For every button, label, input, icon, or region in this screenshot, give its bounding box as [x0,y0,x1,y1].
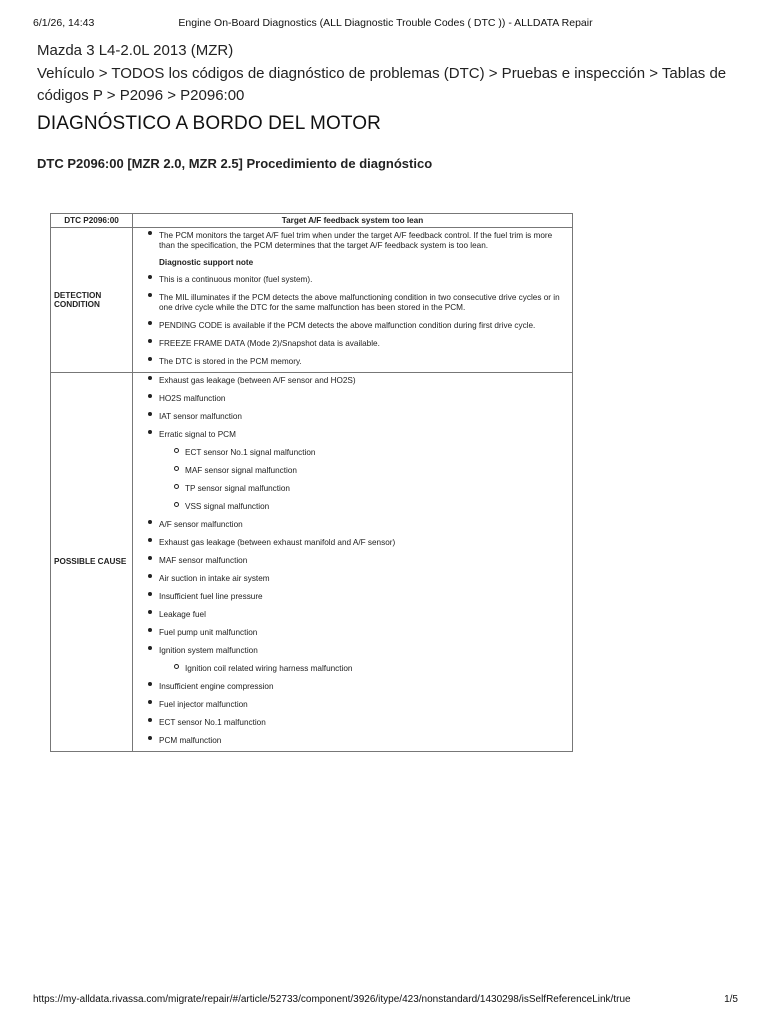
detection-label: DETECTION CONDITION [51,228,133,373]
cause-item-text: Leakage fuel [159,610,206,619]
cause-item-text: A/F sensor malfunction [159,520,243,529]
cause-item-text: Ignition coil related wiring harness malfunction [185,664,353,673]
hollow-bullet-icon [174,664,179,669]
detection-row [51,228,573,373]
cause-item-text: Erratic signal to PCM [159,430,236,439]
cause-item [133,661,572,679]
detection-item-text: PENDING CODE is available if the PCM detects the above malfunction condition during first drive cycle. [159,321,536,330]
header-code: DTC P2096:00 [51,214,133,228]
page-number: 1/5 [724,994,738,1005]
header-description: Target A/F feedback system too lean [133,214,573,228]
cause-item-text: TP sensor signal malfunction [185,484,290,493]
cause-item-text: Exhaust gas leakage (between A/F sensor and HO2S) [159,376,356,385]
cause-label: POSSIBLE CAUSE [51,373,133,752]
bullet-icon [148,538,152,542]
cause-item-text: PCM malfunction [159,736,222,745]
cause-item [133,589,572,607]
page-title: DIAGNÓSTICO A BORDO DEL MOTOR [37,113,381,134]
bullet-icon [148,574,152,578]
cause-item [133,643,572,661]
detection-content [133,228,573,373]
cause-item [133,571,572,589]
cause-item [133,625,572,643]
detection-item-text: The PCM monitors the target A/F fuel trim when under the target A/F feedback control. If the fuel trim is more than the specification, the PCM determines that the target A/F feedback system is too lean. [159,231,553,250]
detection-item [133,318,572,336]
cause-item-text: Insufficient engine compression [159,682,274,691]
cause-item [133,445,572,463]
bullet-icon [148,556,152,560]
print-header [33,17,738,31]
cause-item-text: MAF sensor malfunction [159,556,248,565]
bullet-icon [148,231,152,235]
print-date: 6/1/26, 14:43 [33,17,95,29]
cause-item-text: Air suction in intake air system [159,574,270,583]
bullet-icon [148,736,152,740]
cause-item-text: Ignition system malfunction [159,646,258,655]
cause-item [133,607,572,625]
bullet-icon [148,394,152,398]
cause-item [133,373,572,391]
bullet-icon [148,376,152,380]
cause-item [133,697,572,715]
cause-item [133,391,572,409]
detection-item-text: FREEZE FRAME DATA (Mode 2)/Snapshot data is available. [159,339,380,348]
bullet-icon [148,275,152,279]
cause-item-text: ECT sensor No.1 malfunction [159,718,266,727]
cause-item-text: VSS signal malfunction [185,502,270,511]
hollow-bullet-icon [174,466,179,471]
breadcrumb[interactable]: Vehículo > TODOS los códigos de diagnóstico de problemas (DTC) > Pruebas e inspección > Tablas de códigos P > P2096 > P2096:00 [37,65,727,104]
diagnostic-note-heading-text: Diagnostic support note [159,258,254,267]
cause-item-text: HO2S malfunction [159,394,226,403]
cause-item [133,553,572,571]
print-footer [33,994,738,1008]
cause-item-text: Fuel injector malfunction [159,700,248,709]
hollow-bullet-icon [174,484,179,489]
detection-item [133,228,572,255]
cause-list [133,373,572,751]
cause-row [51,373,573,752]
cause-item [133,499,572,517]
detection-item-text: The DTC is stored in the PCM memory. [159,357,302,366]
bullet-icon [148,700,152,704]
cause-item-text: Fuel pump unit malfunction [159,628,258,637]
cause-item [133,463,572,481]
cause-item [133,481,572,499]
footer-url[interactable]: https://my-alldata.rivassa.com/migrate/repair/#/article/52733/component/3926/itype/423/nonstandard/1430298/isSelfReferenceLink/true [33,994,631,1005]
bullet-icon [148,357,152,361]
bullet-icon [148,293,152,297]
hollow-bullet-icon [174,448,179,453]
bullet-icon [148,718,152,722]
bullet-icon [148,610,152,614]
detection-list [133,228,572,372]
dtc-table [50,213,573,752]
cause-item [133,733,572,751]
bullet-icon [148,646,152,650]
detection-item-text: The MIL illuminates if the PCM detects the above malfunctioning condition in two consecutive drive cycles or in one drive cycle while the DTC for the same malfunction has been stored in the PCM. [159,293,560,312]
bullet-icon [148,592,152,596]
bullet-icon [148,682,152,686]
cause-item-text: IAT sensor malfunction [159,412,242,421]
cause-item [133,517,572,535]
vehicle-name: Mazda 3 L4-2.0L 2013 (MZR) [37,42,234,59]
diagnostic-note-heading [133,255,572,272]
bullet-icon [148,321,152,325]
bullet-icon [148,520,152,524]
cause-item-text: MAF sensor signal malfunction [185,466,297,475]
detection-item [133,354,572,372]
cause-item [133,409,572,427]
hollow-bullet-icon [174,502,179,507]
cause-item [133,427,572,445]
cause-item [133,715,572,733]
cause-content [133,373,573,752]
detection-item-text: This is a continuous monitor (fuel system). [159,275,313,284]
detection-item [133,272,572,290]
table-header-row [51,214,573,228]
cause-item [133,679,572,697]
bullet-icon [148,412,152,416]
detection-item [133,290,572,318]
bullet-icon [148,430,152,434]
procedure-subtitle: DTC P2096:00 [MZR 2.0, MZR 2.5] Procedimiento de diagnóstico [37,156,433,171]
bullet-icon [148,339,152,343]
cause-item-text: Exhaust gas leakage (between exhaust manifold and A/F sensor) [159,538,396,547]
print-title: Engine On-Board Diagnostics (ALL Diagnostic Trouble Codes ( DTC )) - ALLDATA Repair [178,17,593,29]
bullet-icon [148,628,152,632]
cause-item-text: ECT sensor No.1 signal malfunction [185,448,316,457]
detection-item [133,336,572,354]
cause-item-text: Insufficient fuel line pressure [159,592,263,601]
cause-item [133,535,572,553]
